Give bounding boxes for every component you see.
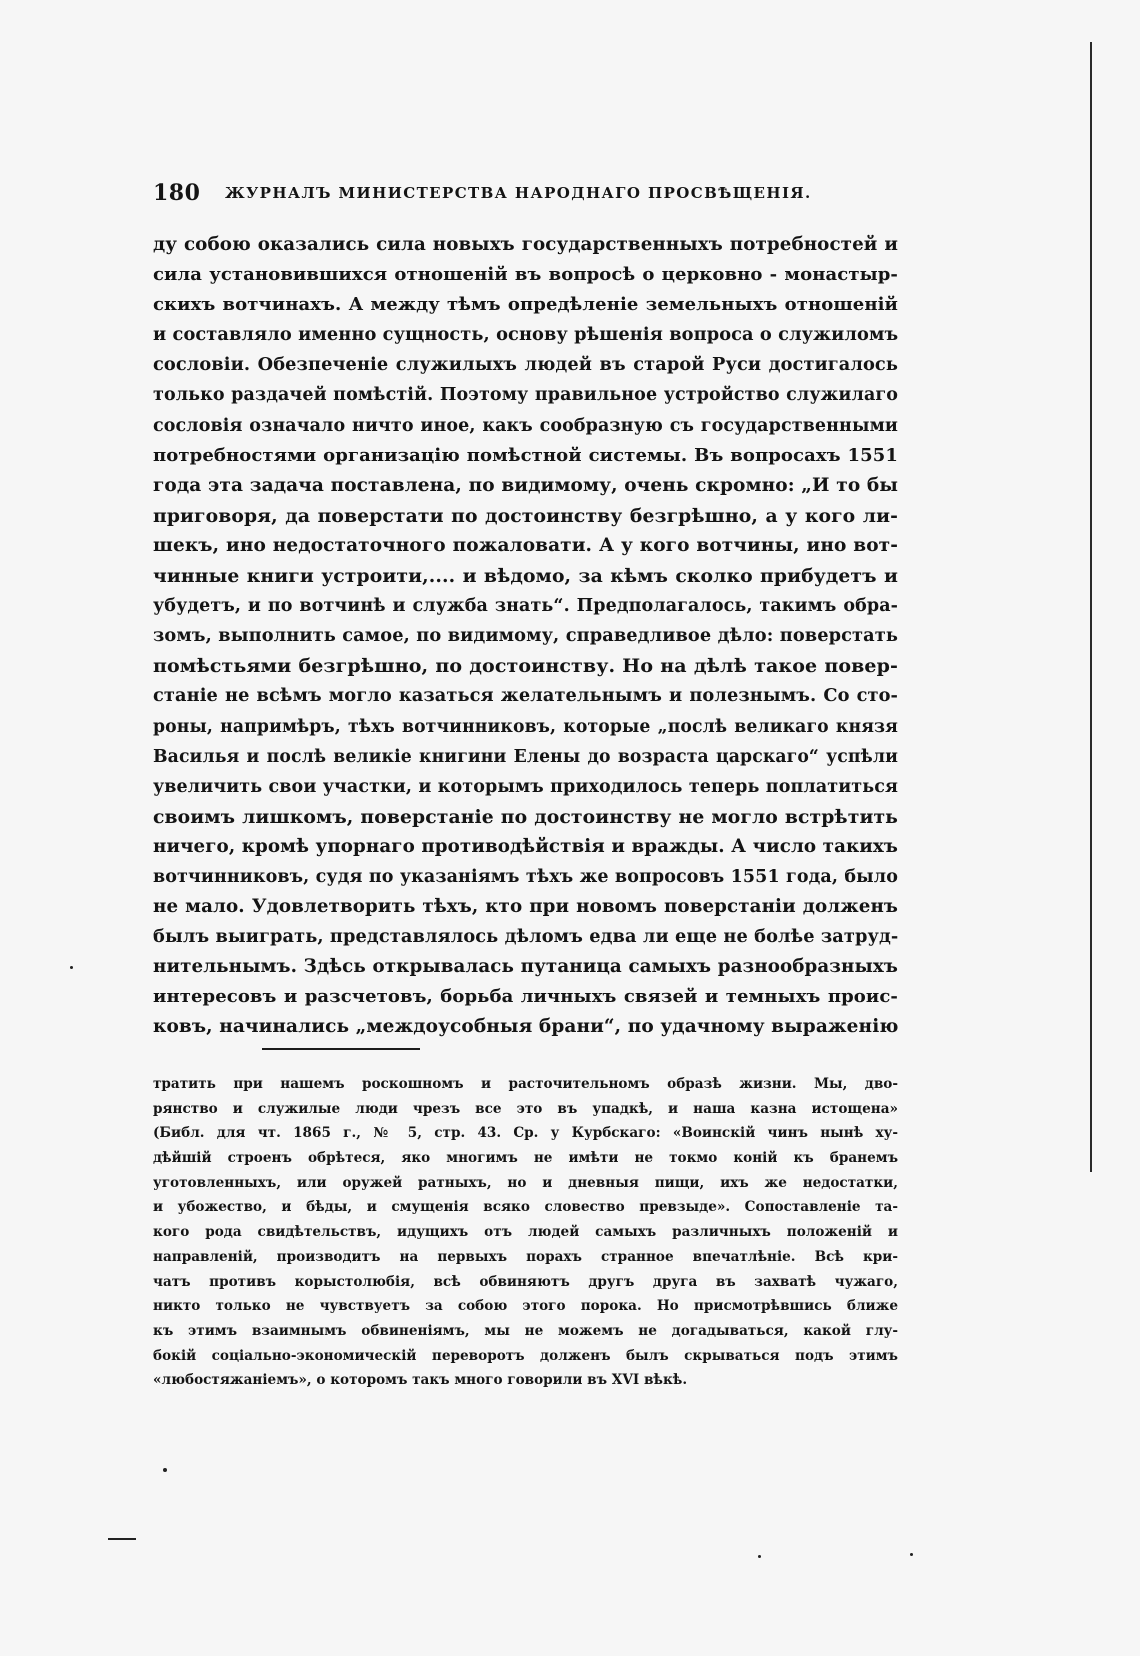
body-line: былъ выиграть, представлялось дѣломъ едва ли еще не болѣе затруд- xyxy=(153,926,899,948)
body-line: нительнымъ. Здѣсь открывалась путаница самыхъ разнообразныхъ xyxy=(153,956,898,978)
body-line: не мало. Удовлетворить тѣхъ, кто при новомъ поверстаніи долженъ xyxy=(153,896,898,918)
footnote-line: тратить при нашемъ роскошномъ и расточительномъ образѣ жизни. Мы, дво- xyxy=(153,1076,898,1092)
body-line: помѣстьями безгрѣшно, по достоинству. Но на дѣлѣ такое повер- xyxy=(153,655,898,678)
body-line: увеличить свои участки, и которымъ приходилось теперь поплатиться xyxy=(153,776,898,797)
page-header xyxy=(153,180,823,210)
footnote-line: дѣйшій строенъ обрѣтеся, яко многимъ не имѣти не токмо коній къ бранемъ xyxy=(153,1150,898,1167)
body-line: Василья и послѣ великіе книгини Елены до возраста царскаго“ успѣли xyxy=(153,746,898,767)
footnote-line: и убожество, и бѣды, и смущенія всяко словество превзыде». Сопоставленіе та- xyxy=(153,1199,898,1216)
footnote-line: къ этимъ взаимнымъ обвиненіямъ, мы не можемъ не догадываться, какой глу- xyxy=(153,1322,898,1339)
body-line: скихъ вотчинахъ. А между тѣмъ опредѣленіе земельныхъ отношеній xyxy=(153,294,898,316)
body-line: года эта задача поставлена, по видимому, очень скромно: „И то бы xyxy=(153,474,898,496)
body-line: зомъ, выполнить самое, по видимому, справедливое дѣло: поверстать xyxy=(153,625,898,647)
body-line: сословіи. Обезпеченіе служилыхъ людей въ старой Руси достигалось xyxy=(153,354,898,376)
footnote-line: бокій соціально-экономическій переворотъ долженъ былъ скрываться подъ этимъ xyxy=(153,1347,898,1364)
scan-speck xyxy=(910,1553,913,1556)
scan-speck xyxy=(758,1555,761,1558)
body-line: своимъ лишкомъ, поверстаніе по достоинству не могло встрѣтить xyxy=(153,805,898,828)
footnote-line: уготовленныхъ, или оружей ратныхъ, но и дневныя пищи, ихъ же недостатки, xyxy=(153,1174,898,1191)
footnote-line: рянство и служилые люди чрезъ все это въ упадкѣ, и наша казна истощена» xyxy=(153,1100,898,1117)
body-line: только раздачей помѣстій. Поэтому правильное устройство служилаго xyxy=(153,385,898,406)
footnote-separator xyxy=(262,1048,420,1050)
body-line: убудетъ, и по вотчинѣ и служба знать“. Предполагалось, такимъ обра- xyxy=(153,596,898,617)
running-head: ЖУРНАЛЪ МИНИСТЕРСТВА НАРОДНАГО ПРОСВѢЩЕНІЯ. xyxy=(225,184,812,202)
scan-speck xyxy=(70,966,73,969)
footnote-line: кого рода свидѣтельствъ, идущихъ отъ людей самыхъ различныхъ положеній и xyxy=(153,1224,898,1241)
body-line: шекъ, ино недостаточного пожаловати. А у кого вотчины, ино вот- xyxy=(153,534,898,556)
body-line: роны, напримѣръ, тѣхъ вотчинниковъ, которые „послѣ великаго князя xyxy=(153,716,898,737)
body-line: ничего, кромѣ упорнаго противодѣйствія и вражды. А число такихъ xyxy=(153,835,898,857)
body-line: и составляло именно сущность, основу рѣшенія вопроса о служиломъ xyxy=(153,324,899,346)
body-line: чинные книги устроити,.... и вѣдомо, за кѣмъ сколко прибудетъ и xyxy=(153,565,898,588)
page-number: 180 xyxy=(153,180,201,206)
body-line: станіе не всѣмъ могло казаться желательнымъ и полезнымъ. Со сто- xyxy=(153,685,898,707)
footnote-line: никто только не чувствуетъ за собою этого порока. Но присмотрѣвшись ближе xyxy=(153,1298,898,1315)
body-line: ду собою оказались сила новыхъ государственныхъ потребностей и xyxy=(153,234,898,255)
body-line: ковъ, начинались „междоусобныя брани“, по удачному выраженію xyxy=(153,1016,899,1038)
footnote-line: направленій, производитъ на первыхъ порахъ странное впечатлѣніе. Всѣ кри- xyxy=(153,1248,898,1265)
footnote xyxy=(153,1072,898,1393)
page-edge-rule xyxy=(1090,42,1092,1172)
body-line: приговоря, да поверстати по достоинству безгрѣшно, а у кого ли- xyxy=(153,504,898,527)
body-line: сила установившихся отношеній въ вопросѣ о церковно - монастыр- xyxy=(153,264,898,286)
body-line: интересовъ и разсчетовъ, борьба личныхъ связей и темныхъ проис- xyxy=(153,986,898,1008)
body-line: вотчинниковъ, судя по указаніямъ тѣхъ же вопросовъ 1551 года, было xyxy=(153,866,898,887)
footnote-line: «любостяжаніемъ», о которомъ такъ много говорили въ XVI вѣкѣ. xyxy=(153,1372,688,1389)
body-line: сословія означало ничто иное, какъ сообразную съ государственными xyxy=(153,415,898,436)
body-text xyxy=(153,230,898,1043)
footnote-line: чатъ противъ корыстолюбія, всѣ обвиняютъ другъ друга въ захватѣ чужаго, xyxy=(153,1273,898,1290)
body-line: потребностями организацію помѣстной системы. Въ вопросахъ 1551 xyxy=(153,444,898,466)
scan-mark xyxy=(108,1538,136,1540)
footnote-line: (Библ. для чт. 1865 г., № 5, стр. 43. Ср. у Курбскаго: «Воинскій чинъ нынѣ ху- xyxy=(153,1125,898,1142)
scan-speck xyxy=(163,1468,167,1472)
